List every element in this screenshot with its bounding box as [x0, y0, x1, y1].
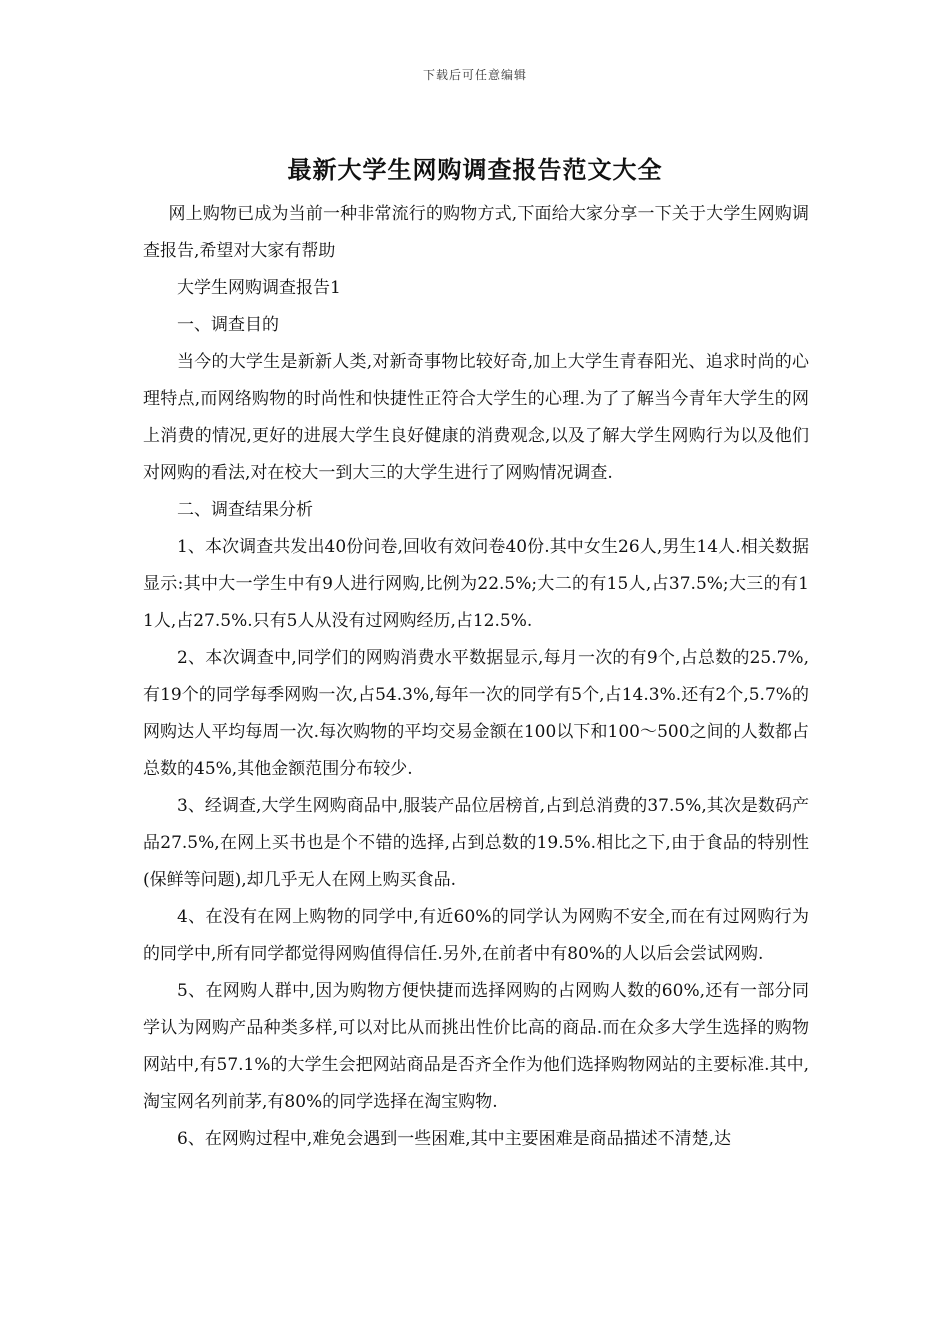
paragraph-item-2: 2、本次调查中,同学们的网购消费水平数据显示,每月一次的有9个,占总数的25.7%,有19个的同学每季网购一次,占54.3%,每年一次的同学有5个,占14.3%.还有2个,5.7%的网购达人平均每周一次.每次购物的平均交易金额在100以下和100～500之间的人数都占总数的45%,其他金额范围分布较少. [143, 648, 809, 779]
document-body [143, 196, 809, 1158]
page-title: 最新大学生网购调查报告范文大全 [287, 155, 663, 184]
paragraph-item-1: 1、本次调查共发出40份问卷,回收有效问卷40份.其中女生26人,男生14人.相关数据显示:其中大一学生中有9人进行网购,比例为22.5%;大二的有15人,占37.5%;大三的有11人,占27.5%.只有5人从没有过网购经历,占12.5%. [143, 537, 809, 631]
section-heading-analysis: 二、调查结果分析 [177, 500, 313, 520]
paragraph-intro: 网上购物已成为当前一种非常流行的购物方式,下面给大家分享一下关于大学生网购调查报告,希望对大家有帮助 [143, 204, 809, 261]
paragraph-item-4: 4、在没有在网上购物的同学中,有近60%的同学认为网购不安全,而在有过网购行为的同学中,所有同学都觉得网购值得信任.另外,在前者中有80%的人以后会尝试网购. [143, 907, 809, 964]
section-heading-report: 大学生网购调查报告1 [177, 278, 341, 298]
paragraph-item-3: 3、经调查,大学生网购商品中,服装产品位居榜首,占到总消费的37.5%,其次是数码产品27.5%,在网上买书也是个不错的选择,占到总数的19.5%.相比之下,由于食品的特别性(保鲜等问题),却几乎无人在网上购买食品. [143, 796, 809, 890]
paragraph-item-5: 5、在网购人群中,因为购物方便快捷而选择网购的占网购人数的60%,还有一部分同学认为网购产品种类多样,可以对比从而挑出性价比高的商品.而在众多大学生选择的购物网站中,有57.1%的大学生会把网站商品是否齐全作为他们选择购物网站的主要标准.其中,淘宝网名列前茅,有80%的同学选择在淘宝购物. [143, 981, 809, 1112]
section-heading-purpose: 一、调查目的 [177, 315, 279, 335]
paragraph-purpose: 当今的大学生是新新人类,对新奇事物比较好奇,加上大学生青春阳光、追求时尚的心理特点,而网络购物的时尚性和快捷性正符合大学生的心理.为了了解当今青年大学生的网上消费的情况,更好的进展大学生良好健康的消费观念,以及了解大学生网购行为以及他们对网购的看法,对在校大一到大三的大学生进行了网购情况调查. [143, 352, 809, 483]
header-note: 下载后可任意编辑 [422, 68, 527, 82]
paragraph-item-6: 6、在网购过程中,难免会遇到一些困难,其中主要困难是商品描述不清楚,达 [177, 1129, 732, 1149]
